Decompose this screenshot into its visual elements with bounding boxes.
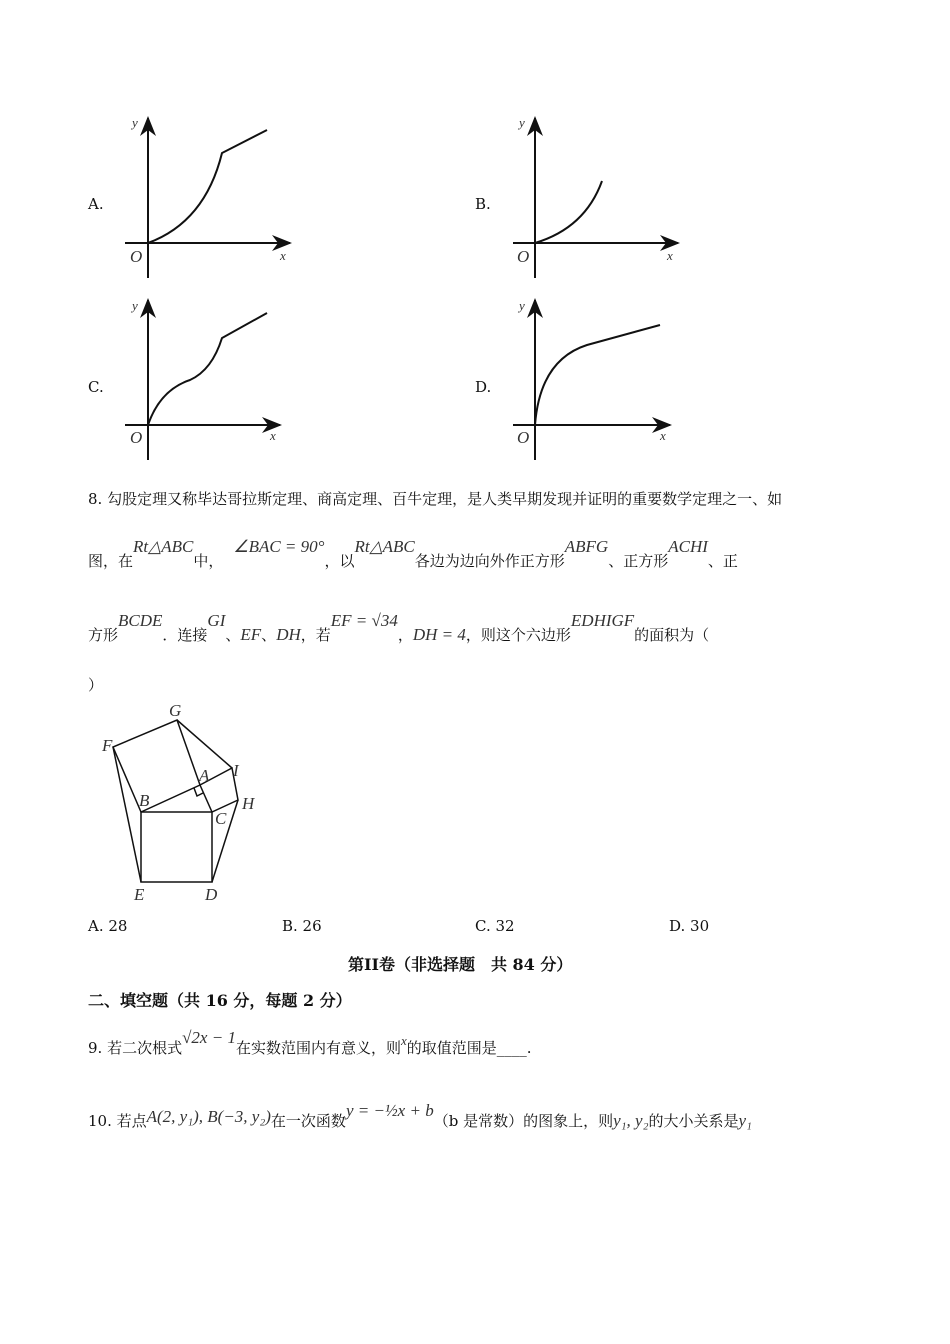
text: 的大小关系是 (648, 1112, 739, 1130)
graph-d (513, 300, 670, 460)
x-axis-label: x (270, 428, 276, 443)
curve-b (535, 181, 602, 243)
text: 各边为边向外作正方形 (414, 552, 565, 570)
math: EF = √34 (330, 611, 398, 630)
text: 图，在 (88, 552, 134, 570)
y-axis-label: y (132, 115, 138, 130)
point-label-c: C (215, 809, 227, 828)
option-d-label: D. (475, 378, 492, 396)
math: EF (240, 625, 262, 644)
math: ABFG (564, 537, 609, 556)
math: x (400, 1033, 407, 1048)
math: EDHIGF (570, 611, 635, 630)
option-c-label: C. (88, 378, 104, 396)
choice-a: A. 28 (88, 917, 128, 935)
point-label-a: A (199, 766, 210, 785)
text: 、正方形 (608, 552, 669, 570)
text: ， (397, 626, 413, 644)
origin-label: O (130, 428, 143, 447)
x-axis-label: x (667, 248, 673, 263)
q8-line1: 8. 勾股定理又称毕达哥拉斯定理、商高定理、百牛定理，是人类早期发现并证明的重要数学定理之一、如 (88, 490, 783, 508)
origin-label: O (130, 247, 143, 266)
text: ，则这个六边形 (465, 626, 571, 644)
point-label-i: I (233, 761, 239, 780)
x-axis-label: x (280, 248, 286, 263)
point-label-e: E (134, 885, 145, 904)
text: ，若 (300, 626, 331, 644)
text: 方形 (88, 626, 119, 644)
option-b-label: B. (475, 195, 491, 213)
q8-figure (0, 0, 300, 910)
math: BCDE (118, 611, 163, 630)
part2-title: 第II卷（非选择题 共 84 分） (348, 955, 573, 974)
math: y = −½x + b (345, 1101, 434, 1120)
q9 (88, 1028, 532, 1058)
text: 中， (193, 552, 224, 570)
point-label-h: H (242, 794, 255, 813)
text: 9. 若二次根式 (88, 1039, 183, 1057)
math: DH (276, 625, 301, 644)
math: ACHI (668, 537, 708, 556)
y-axis-label: y (132, 298, 138, 313)
point-label-g: G (169, 701, 182, 720)
text: 的面积为（ (634, 626, 710, 644)
text: ，以 (324, 552, 355, 570)
choice-b: B. 26 (282, 917, 322, 935)
choice-c: C. 32 (475, 917, 515, 935)
text: 10. 若点 (88, 1112, 147, 1130)
text: 在实数范围内有意义，则 (235, 1039, 401, 1057)
choice-d: D. 30 (669, 917, 710, 935)
point-label-d: D (205, 885, 218, 904)
y-axis-label: y (519, 298, 525, 313)
q10 (88, 1101, 752, 1131)
origin-label: O (517, 428, 530, 447)
origin-label: O (517, 247, 530, 266)
text: 、 (261, 626, 277, 644)
section2-title: 二、填空题（共 16 分，每题 2 分） (88, 991, 352, 1010)
text: 、 (225, 626, 241, 644)
math: y₁, y₂ (613, 1111, 649, 1130)
text: 的取值范围是____. (406, 1039, 532, 1057)
text: 、正 (707, 552, 738, 570)
point-label-b: B (139, 791, 150, 810)
point-label-f: F (102, 736, 113, 755)
x-axis-label: x (660, 428, 666, 443)
math: GI (207, 611, 226, 630)
y-axis-label: y (519, 115, 525, 130)
q8-line4: ） (88, 676, 104, 694)
math: y₁ (738, 1111, 752, 1130)
math: DH = 4 (412, 625, 466, 644)
text: （b 是常数）的图象上，则 (433, 1112, 614, 1130)
math: Rt△ABC (133, 537, 194, 556)
text: 在一次函数 (270, 1112, 346, 1130)
text: ．连接 (162, 626, 208, 644)
graph-b (513, 118, 678, 278)
math: √2x − 1 (182, 1028, 236, 1047)
curve-d (535, 325, 660, 425)
option-a-label: A. (88, 195, 104, 213)
math: Rt△ABC (354, 537, 415, 556)
math: ∠BAC = 90° (233, 537, 325, 556)
math: A(2, y₁), B(−3, y₂) (146, 1107, 271, 1126)
